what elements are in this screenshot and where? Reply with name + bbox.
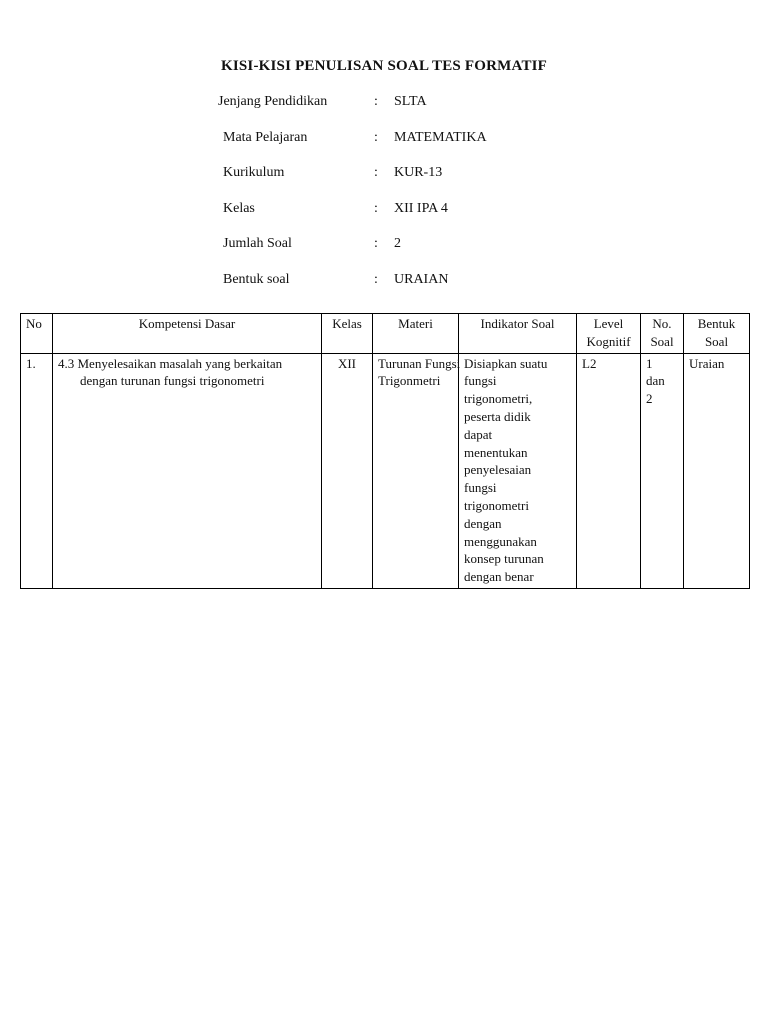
cell-kompetensi-dasar bbox=[53, 353, 322, 588]
header-indikator-soal: Indikator Soal bbox=[459, 314, 577, 354]
cell-no-soal bbox=[641, 353, 684, 588]
header-kompetensi-dasar: Kompetensi Dasar bbox=[53, 314, 322, 354]
header-bentuk-line1: Bentuk bbox=[697, 316, 736, 331]
header-level-line2: Kognitif bbox=[586, 333, 631, 349]
meta-colon: : bbox=[374, 272, 378, 287]
header-bentuk-line2: Soal bbox=[704, 333, 729, 349]
materi-line1: Turunan Fungsi bbox=[378, 355, 461, 371]
cell-bentuk-soal: Uraian bbox=[684, 353, 750, 588]
materi-line2: Trigonmetri bbox=[378, 373, 441, 389]
meta-colon: : bbox=[374, 130, 378, 145]
document-title: KISI-KISI PENULISAN SOAL TES FORMATIF bbox=[220, 58, 548, 74]
kompetensi-text: 4.3 Menyelesaikan masalah yang berkaitan dengan turunan fungsi trigonometri bbox=[58, 355, 283, 389]
no-soal-line2: dan bbox=[646, 373, 665, 389]
cell-materi bbox=[373, 353, 459, 588]
meta-label: Bentuk soal bbox=[223, 272, 290, 287]
meta-value: MATEMATIKA bbox=[394, 130, 487, 145]
header-no-soal-line1: No. bbox=[652, 316, 672, 331]
meta-row-kurikulum bbox=[0, 163, 768, 183]
meta-row-jenjang bbox=[0, 92, 768, 112]
cell-level-kognitif: L2 bbox=[577, 353, 641, 588]
meta-value: XII IPA 4 bbox=[394, 201, 448, 216]
table-header-row bbox=[21, 314, 750, 354]
meta-row-mapel bbox=[0, 128, 768, 148]
header-no-soal bbox=[641, 314, 684, 354]
meta-colon: : bbox=[374, 165, 378, 180]
meta-colon: : bbox=[374, 201, 378, 216]
table-row bbox=[21, 353, 750, 588]
header-level-kognitif bbox=[577, 314, 641, 354]
header-bentuk-soal bbox=[684, 314, 750, 354]
kisi-kisi-table bbox=[20, 313, 750, 589]
meta-label: Jenjang Pendidikan bbox=[218, 94, 328, 109]
meta-label: Mata Pelajaran bbox=[223, 130, 308, 145]
header-level-line1: Level bbox=[593, 316, 624, 331]
meta-value: URAIAN bbox=[394, 272, 449, 287]
meta-label: Jumlah Soal bbox=[223, 236, 292, 251]
header-no-soal-line2: Soal bbox=[650, 333, 674, 349]
meta-value: KUR-13 bbox=[394, 165, 443, 180]
header-no: No bbox=[21, 314, 53, 354]
meta-value: SLTA bbox=[394, 94, 427, 109]
no-soal-line3: 2 bbox=[646, 391, 653, 407]
cell-indikator-soal bbox=[459, 353, 577, 588]
indikator-text: Disiapkan suatu fungsi trigonometri, peserta didik dapat menentukan penyelesaian fungsi trigonometri dengan menggunakan konsep turunan dengan benar bbox=[464, 355, 548, 585]
header-materi: Materi bbox=[373, 314, 459, 354]
cell-kelas: XII bbox=[322, 353, 373, 588]
meta-row-bentuk-soal bbox=[0, 270, 768, 290]
meta-colon: : bbox=[374, 236, 378, 251]
meta-colon: : bbox=[374, 94, 378, 109]
meta-label: Kelas bbox=[223, 201, 255, 216]
header-kelas: Kelas bbox=[322, 314, 373, 354]
no-soal-line1: 1 bbox=[646, 355, 653, 371]
meta-row-kelas bbox=[0, 199, 768, 219]
cell-no: 1. bbox=[21, 353, 53, 588]
meta-label: Kurikulum bbox=[223, 165, 285, 180]
meta-row-jumlah-soal bbox=[0, 234, 768, 254]
meta-value: 2 bbox=[394, 236, 401, 251]
